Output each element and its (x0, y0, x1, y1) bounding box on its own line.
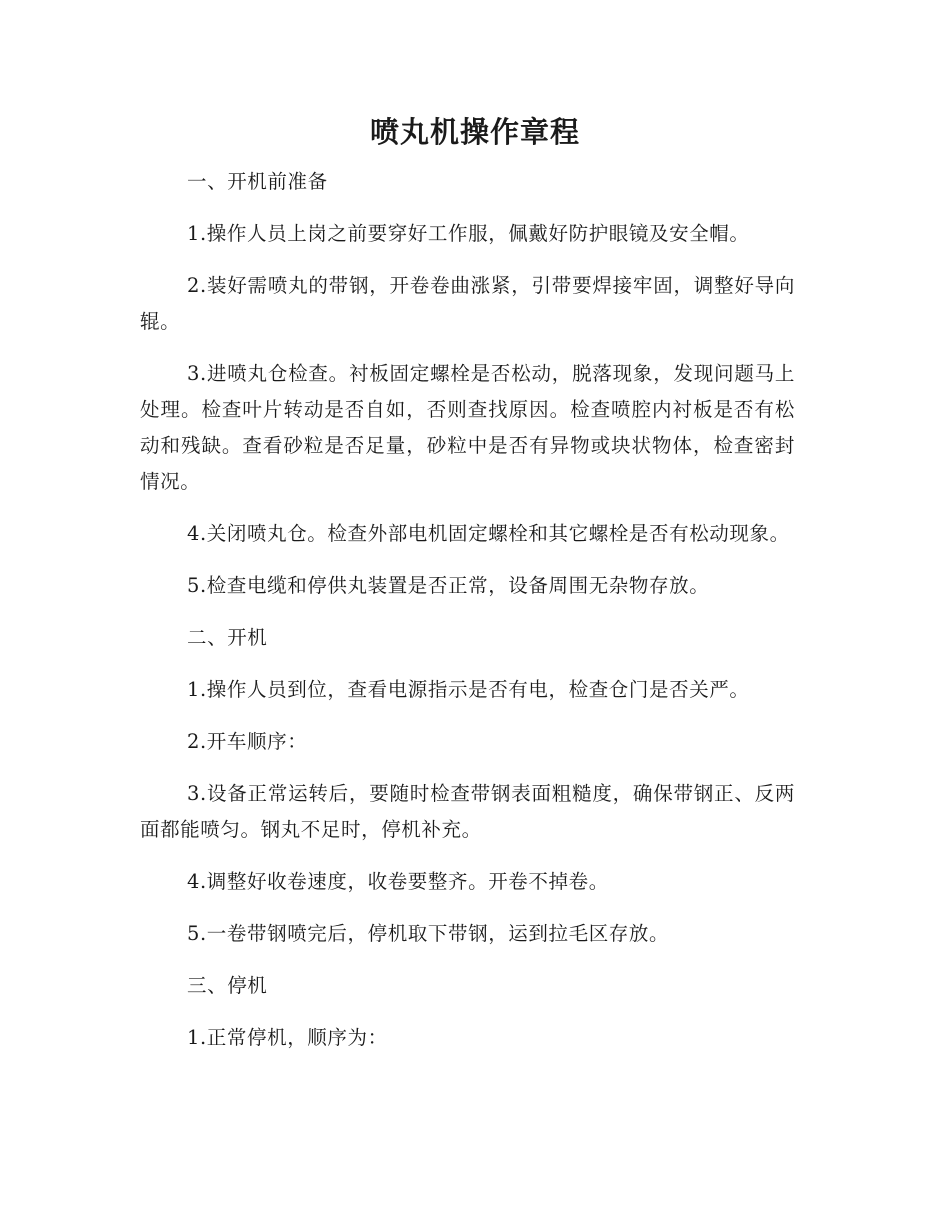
paragraph: 2.开车顺序： (187, 730, 308, 753)
section-heading-start: 二、开机 (187, 626, 268, 649)
paragraph: 5.一卷带钢喷完后，停机取下带钢，运到拉毛区存放。 (187, 922, 670, 945)
document-title: 喷丸机操作章程 (369, 115, 580, 149)
paragraph: 5.检查电缆和停供丸装置是否正常，设备周围无杂物存放。 (187, 574, 710, 597)
paragraph: 3.进喷丸仓检查。衬板固定螺栓是否松动，脱落现象，发现问题马上处理。检查叶片转动是否自如，否则查找原因。检查喷腔内衬板是否有松动和残缺。查看砂粒是否足量，砂粒中是否有异物或块状物体，检查密封情况。 (140, 362, 795, 493)
document-body (140, 164, 795, 1072)
paragraph: 1.正常停机，顺序为： (187, 1026, 388, 1049)
section-heading-stop: 三、停机 (187, 974, 268, 997)
paragraph: 1.操作人员上岗之前要穿好工作服，佩戴好防护眼镜及安全帽。 (187, 222, 750, 245)
paragraph: 4.调整好收卷速度，收卷要整齐。开卷不掉卷。 (187, 870, 609, 893)
paragraph: 2.装好需喷丸的带钢，开卷卷曲涨紧，引带要焊接牢固，调整好导向辊。 (140, 274, 795, 333)
paragraph: 1.操作人员到位，查看电源指示是否有电，检查仓门是否关严。 (187, 678, 750, 701)
section-heading-prep: 一、开机前准备 (187, 170, 328, 193)
paragraph: 3.设备正常运转后，要随时检查带钢表面粗糙度，确保带钢正、反两面都能喷匀。钢丸不足时，停机补充。 (140, 782, 795, 841)
paragraph: 4.关闭喷丸仓。检查外部电机固定螺栓和其它螺栓是否有松动现象。 (187, 522, 790, 545)
